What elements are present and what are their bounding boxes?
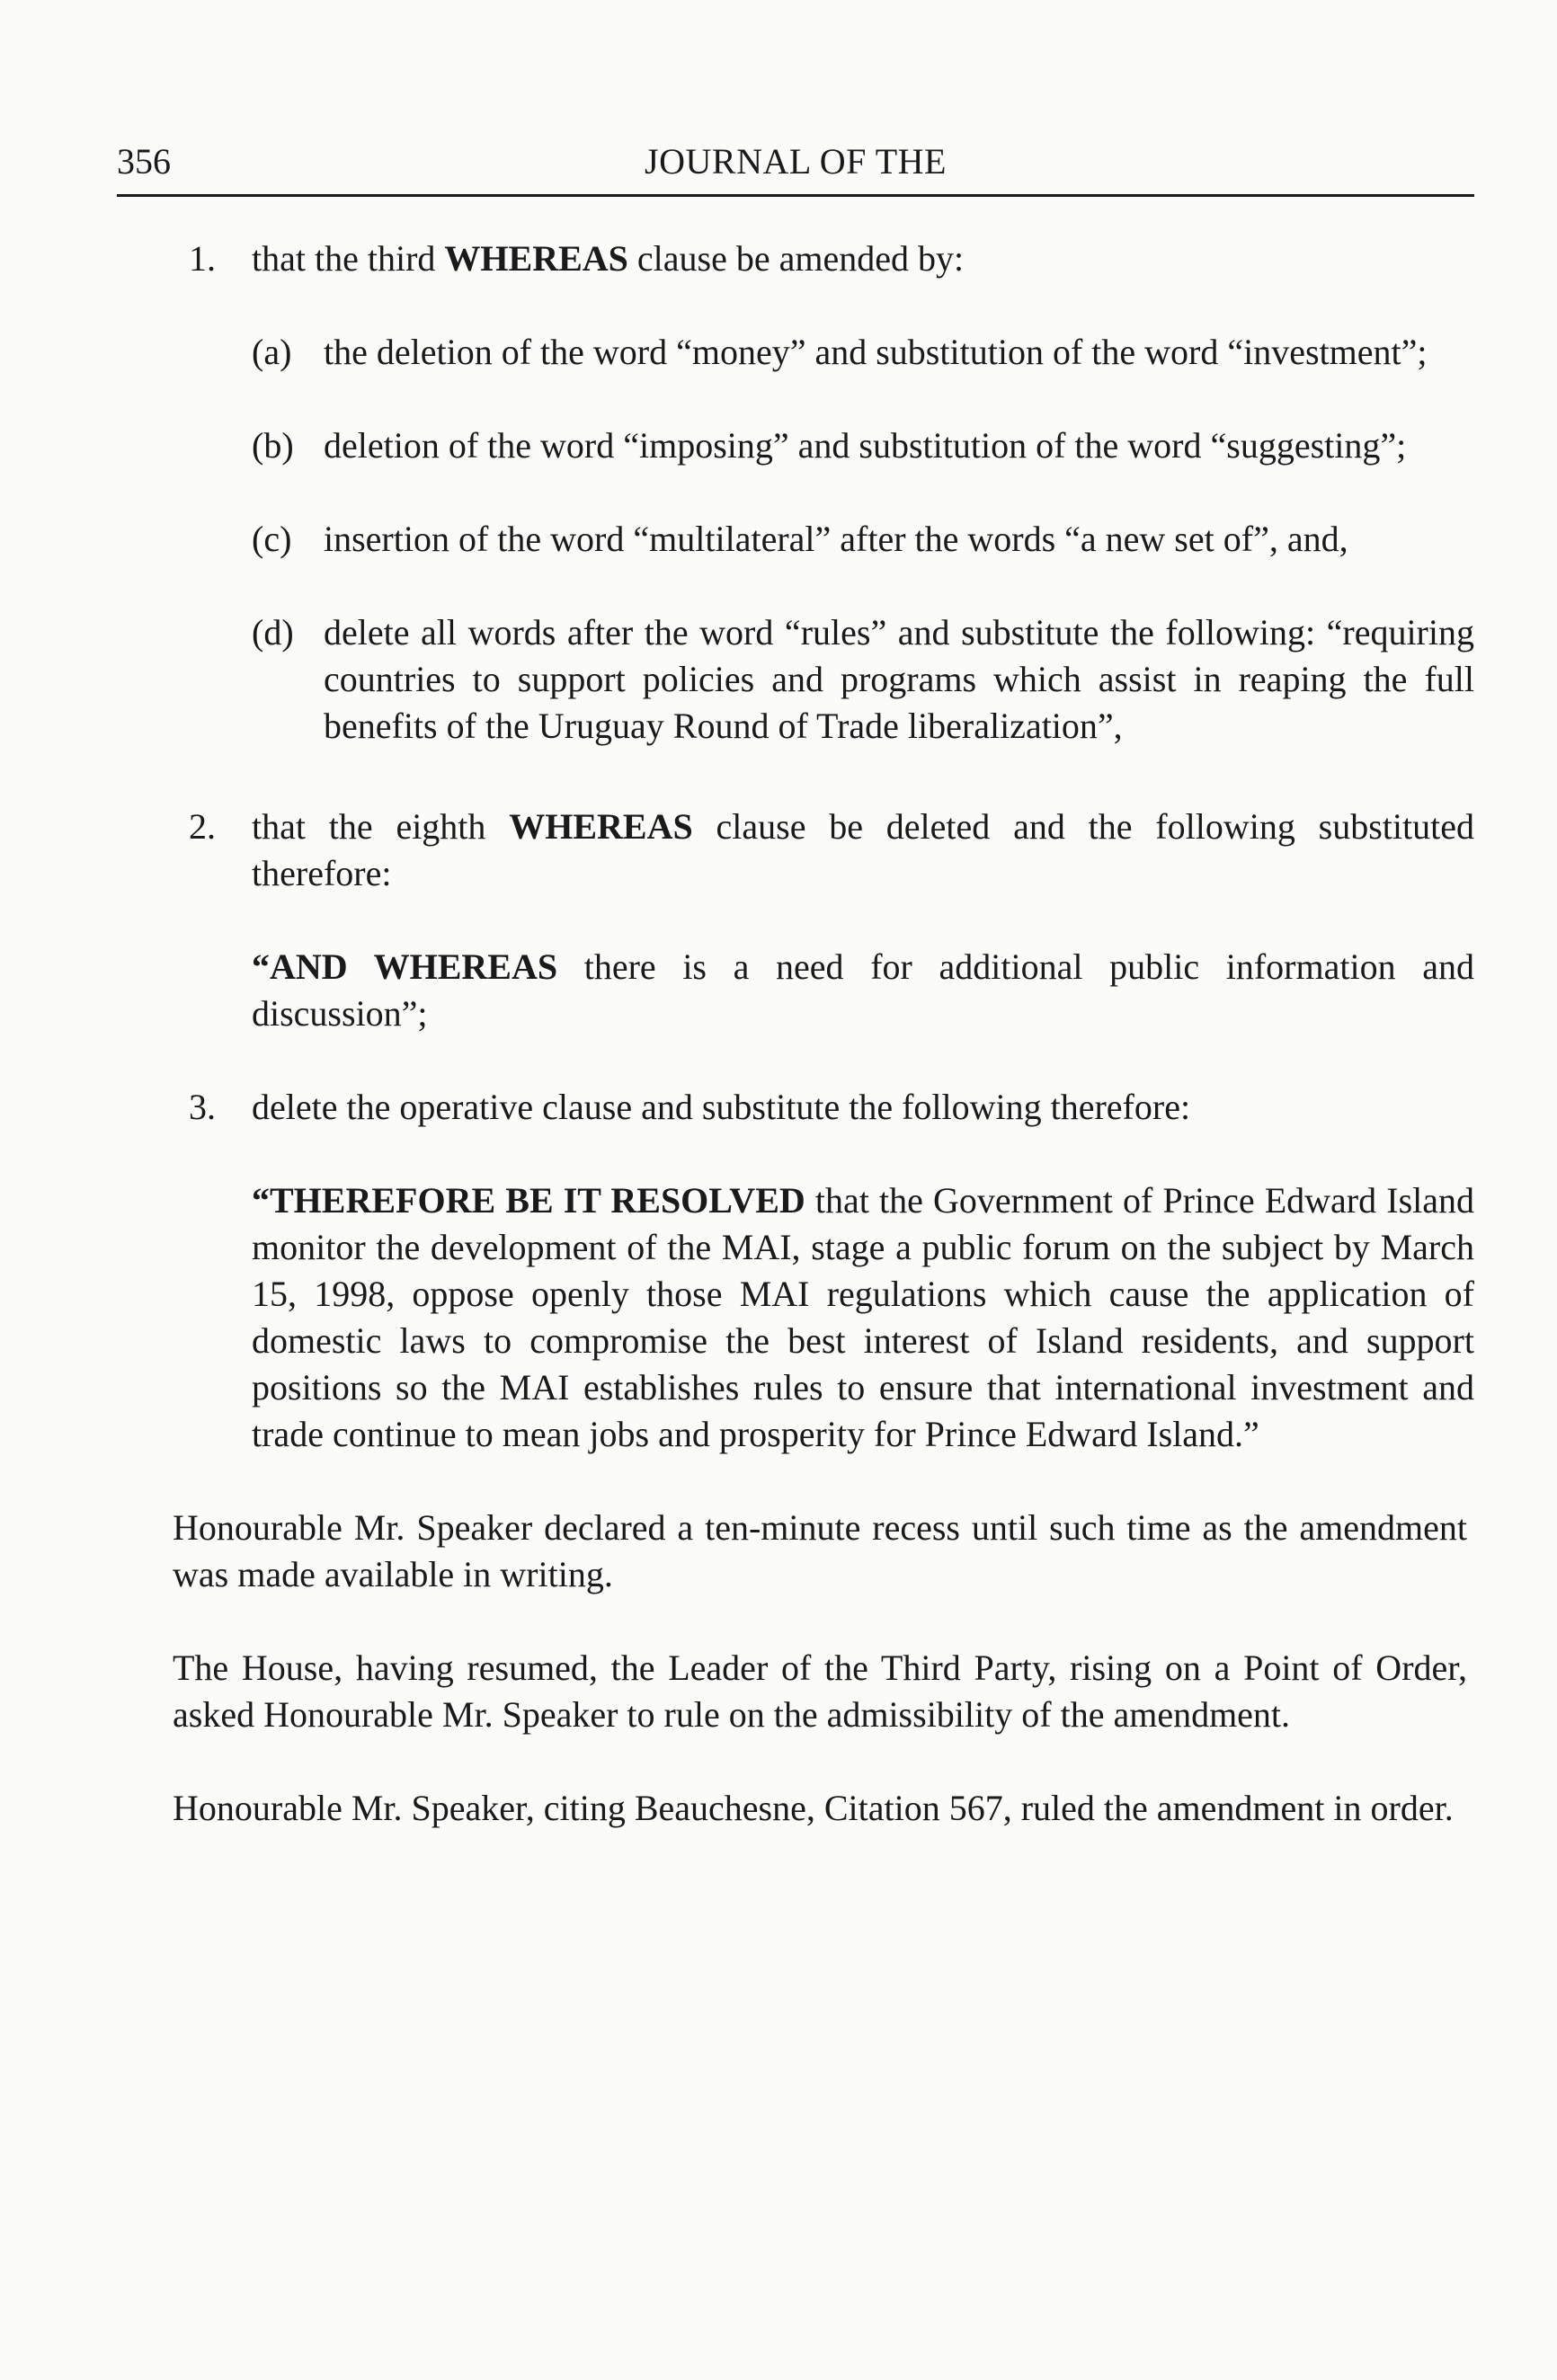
- item-lead-text: that the third: [252, 238, 445, 279]
- page-number: 356: [117, 141, 171, 182]
- sub-item-text: the deletion of the word “money” and substitution of the word “investment”;: [324, 332, 1428, 372]
- sub-item-list: [252, 329, 1474, 750]
- running-title: JOURNAL OF THE: [645, 141, 947, 182]
- sub-item-d: [252, 609, 1474, 750]
- sub-item-b: [252, 422, 1474, 469]
- sub-item-text: deletion of the word “imposing” and substitution of the word “suggesting”;: [324, 425, 1407, 466]
- page-header: [117, 135, 1474, 189]
- amendment-item-3: [189, 1084, 1474, 1458]
- item-lead: [252, 235, 1474, 282]
- recess-paragraph: Honourable Mr. Speaker declared a ten-minute recess until such time as the amendment was made available in writing.: [173, 1507, 1467, 1594]
- sub-item-letter: (d): [252, 612, 294, 653]
- item-lead: [252, 804, 1474, 897]
- clause-bold-lead: “THEREFORE BE IT RESOLVED: [252, 1180, 805, 1221]
- sub-item-text: insertion of the word “multilateral” after the words “a new set of”, and,: [324, 519, 1348, 559]
- sub-item-letter: (b): [252, 425, 294, 466]
- amendment-item-1: [189, 235, 1474, 750]
- item-lead-text: that the eighth: [252, 806, 510, 847]
- clause-text: that the Government of Prince Edward Island monitor the development of the MAI, stage a public forum on the subject by March 15, 1998, oppose openly those MAI regulations which cause the application of domestic laws to compromise the best interest of Island residents, and support positions so the MAI establishes rules to ensure that international investment and trade continue to mean jobs and prosperity for Prince Edward Island.”: [252, 1180, 1474, 1454]
- clause-bold-lead: “AND WHEREAS: [252, 946, 558, 987]
- item-number: 2.: [189, 806, 216, 847]
- sub-item-letter: (c): [252, 519, 292, 559]
- substituted-clause: [252, 944, 1474, 1037]
- point-of-order-paragraph: The House, having resumed, the Leader of the Third Party, rising on a Point of Order, asked Honourable Mr. Speaker to rule on the admissibility of the amendment.: [173, 1647, 1467, 1735]
- item-lead-text: clause be amended by:: [627, 238, 965, 279]
- item-number: 3.: [189, 1087, 216, 1127]
- item-lead-bold: WHEREAS: [444, 238, 628, 279]
- sub-item-letter: (a): [252, 332, 292, 372]
- clause-text: there is a need for additional public information and discussion”;: [252, 946, 1474, 1034]
- item-lead-bold: WHEREAS: [509, 806, 693, 847]
- resolution-clause: [252, 1177, 1474, 1458]
- item-number: 1.: [189, 238, 216, 279]
- sub-item-c: [252, 516, 1474, 563]
- amendment-item-2: [189, 804, 1474, 1037]
- sub-item-a: [252, 329, 1474, 376]
- journal-body: [173, 235, 1474, 1878]
- item-lead: delete the operative clause and substitute the following therefore:: [252, 1087, 1191, 1127]
- item-lead-text: clause be deleted and the following substituted therefore:: [252, 806, 1474, 893]
- sub-item-text: delete all words after the word “rules” and substitute the following: “requiring countries to support policies and programs which assist in reaping the full benefits of the Uruguay Round of Trade liberalization”,: [324, 612, 1474, 746]
- header-rule: [117, 194, 1474, 197]
- ruling-paragraph: Honourable Mr. Speaker, citing Beauchesne, Citation 567, ruled the amendment in order.: [173, 1788, 1454, 1828]
